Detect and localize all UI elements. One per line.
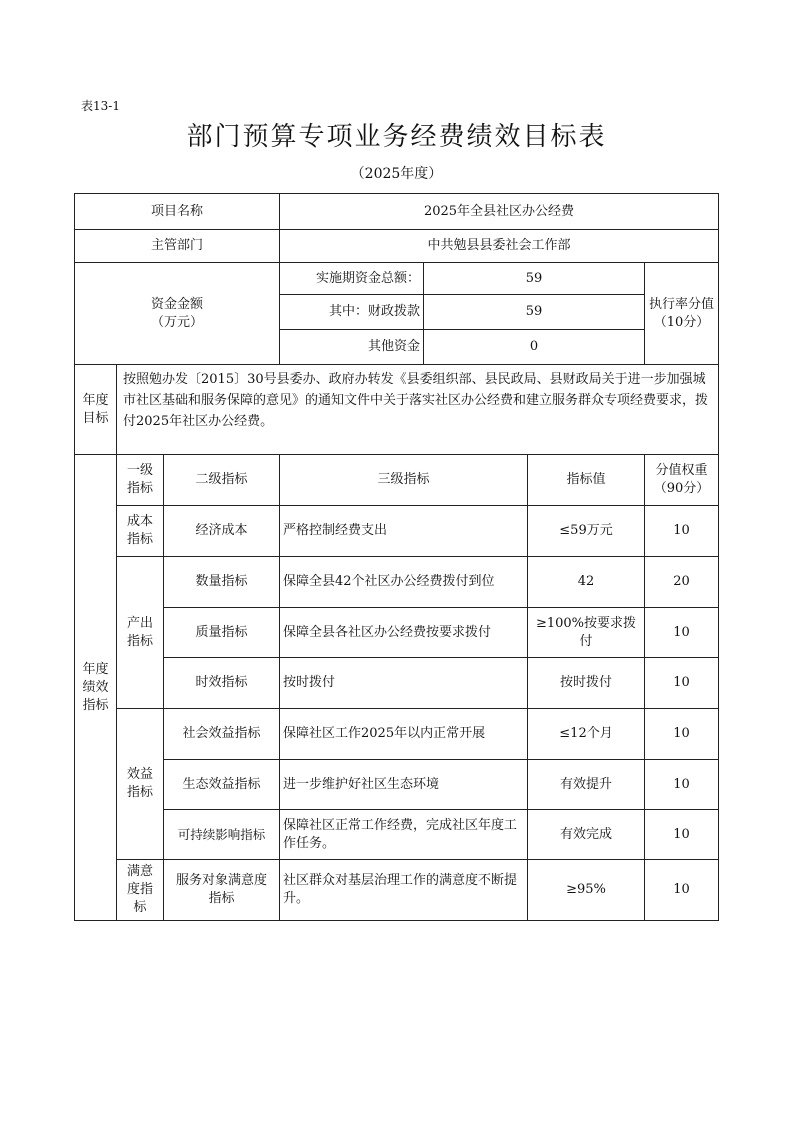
group-cost: 成本指标 [116, 505, 164, 557]
row-level2: 质量指标 [163, 607, 280, 658]
table-number: 表13-1 [81, 99, 120, 113]
row-level3: 保障全县各社区办公经费按要求拨付 [279, 607, 528, 658]
fiscal-year: （2025年度） [350, 166, 443, 182]
dept-value: 中共勉县县委社会工作部 [279, 229, 719, 263]
row-level3: 严格控制经费支出 [279, 505, 528, 557]
row-weight: 10 [644, 657, 719, 709]
row-weight: 10 [644, 809, 719, 860]
row-weight: 10 [644, 708, 719, 760]
row-weight: 20 [644, 556, 719, 608]
fiscal-funds-value: 59 [423, 294, 645, 330]
header-level3: 三级指标 [279, 454, 528, 506]
group-output: 产出指标 [116, 556, 164, 709]
project-name-value: 2025年全县社区办公经费 [279, 193, 719, 230]
other-funds-label: 其他资金 [279, 329, 424, 365]
row-value: ≤12个月 [527, 708, 645, 760]
row-value: 有效提升 [527, 759, 645, 810]
row-level2: 数量指标 [163, 556, 280, 608]
performance-indicators-label: 年度绩效指标 [74, 454, 117, 921]
row-weight: 10 [644, 759, 719, 810]
row-level2: 时效指标 [163, 657, 280, 709]
row-level2: 经济成本 [163, 505, 280, 557]
annual-goal-text: 按照勉办发〔2015〕30号县委办、政府办转发《县委组织部、县民政局、县财政局关于进一步加强城市社区基础和服务保障的意见》的通知文件中关于落实社区办公经费和建立服务群众专项经费要求，拨付2025年社区办公经费。 [116, 364, 719, 455]
fiscal-funds-label: 其中：财政拨款 [279, 294, 424, 330]
row-weight: 10 [644, 607, 719, 658]
row-level2: 生态效益指标 [163, 759, 280, 810]
row-level3: 社区群众对基层治理工作的满意度不断提升。 [279, 859, 528, 921]
total-funds-label: 实施期资金总额： [279, 262, 424, 295]
page-title: 部门预算专项业务经费绩效目标表 [186, 122, 607, 152]
header-level1: 一级指标 [116, 454, 164, 506]
row-value: 42 [527, 556, 645, 608]
dept-label: 主管部门 [74, 229, 280, 263]
row-value: ≤59万元 [527, 505, 645, 557]
header-level2: 二级指标 [163, 454, 280, 506]
group-satisfaction: 满意度指标 [116, 859, 164, 921]
row-level2: 社会效益指标 [163, 708, 280, 760]
row-weight: 10 [644, 505, 719, 557]
performance-table [74, 193, 719, 921]
header-value: 指标值 [527, 454, 645, 506]
row-value: ≥95% [527, 859, 645, 921]
row-value: 按时拨付 [527, 657, 645, 709]
row-level2: 服务对象满意度指标 [163, 859, 280, 921]
row-value: 有效完成 [527, 809, 645, 860]
total-funds-value: 59 [423, 262, 645, 295]
header-weight: 分值权重（90分） [644, 454, 719, 506]
annual-goal-label: 年度目标 [74, 364, 117, 455]
group-benefit: 效益指标 [116, 708, 164, 860]
row-level2: 可持续影响指标 [163, 809, 280, 860]
row-value: ≥100%按要求拨付 [527, 607, 645, 658]
execution-rate-label: 执行率分值 （10分） [644, 262, 719, 365]
row-level3: 保障社区正常工作经费，完成社区年度工作任务。 [279, 809, 528, 860]
row-level3: 按时拨付 [279, 657, 528, 709]
row-level3: 保障社区工作2025年以内正常开展 [279, 708, 528, 760]
funds-label: 资金金额 （万元） [74, 262, 280, 365]
project-name-label: 项目名称 [74, 193, 280, 230]
row-level3: 保障全县42个社区办公经费拨付到位 [279, 556, 528, 608]
row-level3: 进一步维护好社区生态环境 [279, 759, 528, 810]
other-funds-value: 0 [423, 329, 645, 365]
row-weight: 10 [644, 859, 719, 921]
